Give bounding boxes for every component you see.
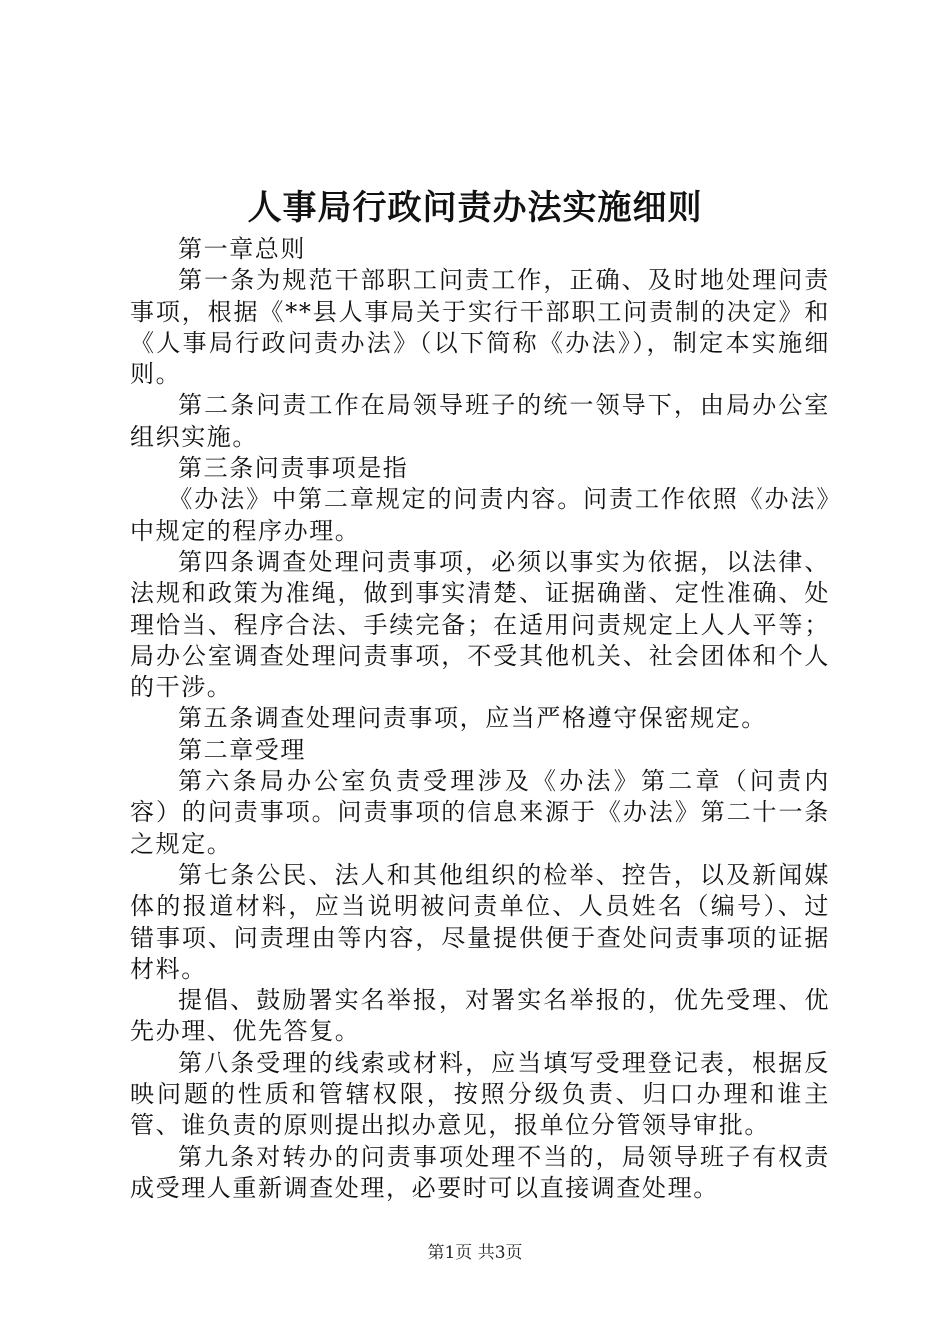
article-paragraph: 第一条为规范干部职工问责工作，正确、及时地处理问责事项，根据《**县人事局关于实行干部职工问责制的决定》和《人事局行政问责办法》（以下简称《办法》），制定本实施细则。 — [130, 266, 830, 389]
chapter-heading: 第一章总则 — [178, 235, 306, 263]
article-paragraph: 第八条受理的线索或材料，应当填写受理登记表，根据反映问题的性质和管辖权限，按照分级负责、归口办理和谁主管、谁负责的原则提出拟办意见，报单位分管领导审批。 — [130, 1048, 830, 1140]
article-paragraph: 第五条调查处理问责事项，应当严格遵守保密规定。 — [178, 704, 767, 733]
chapter-heading: 第二章受理 — [178, 735, 306, 764]
article-paragraph: 《办法》中第二章规定的问责内容。问责工作依照《办法》中规定的程序办理。 — [130, 485, 830, 545]
page-indicator: 第1页 共3页 — [427, 1243, 523, 1263]
document-body — [130, 234, 830, 1204]
article-paragraph: 第六条局办公室负责受理涉及《办法》第二章（问责内容）的问责事项。问责事项的信息来源于《办法》第二十一条之规定。 — [130, 767, 830, 858]
document-title: 人事局行政问责办法实施细则 — [247, 188, 703, 228]
article-paragraph: 第四条调查处理问责事项，必须以事实为依据，以法律、法规和政策为准绳，做到事实清楚、证据确凿、定性准确、处理恰当、程序合法、手续完备；在适用问责规定上人人平等；局办公室调查处理问责事项，不受其他机关、社会团体和个人的干涉。 — [130, 547, 830, 702]
article-paragraph: 第三条问责事项是指 — [178, 454, 409, 483]
page-footer — [0, 1240, 950, 1266]
article-paragraph: 第九条对转办的问责事项处理不当的，局领导班子有权责成受理人重新调查处理，必要时可以直接调查处理。 — [130, 1142, 830, 1202]
article-paragraph: 第七条公民、法人和其他组织的检举、控告，以及新闻媒体的报道材料，应当说明被问责单位、人员姓名（编号）、过错事项、问责理由等内容，尽量提供便于查处问责事项的证据材料。 — [130, 860, 830, 983]
article-paragraph: 第二条问责工作在局领导班子的统一领导下，由局办公室组织实施。 — [130, 391, 830, 451]
article-paragraph: 提倡、鼓励署实名举报，对署实名举报的，优先受理、优先办理、优先答复。 — [130, 986, 830, 1046]
